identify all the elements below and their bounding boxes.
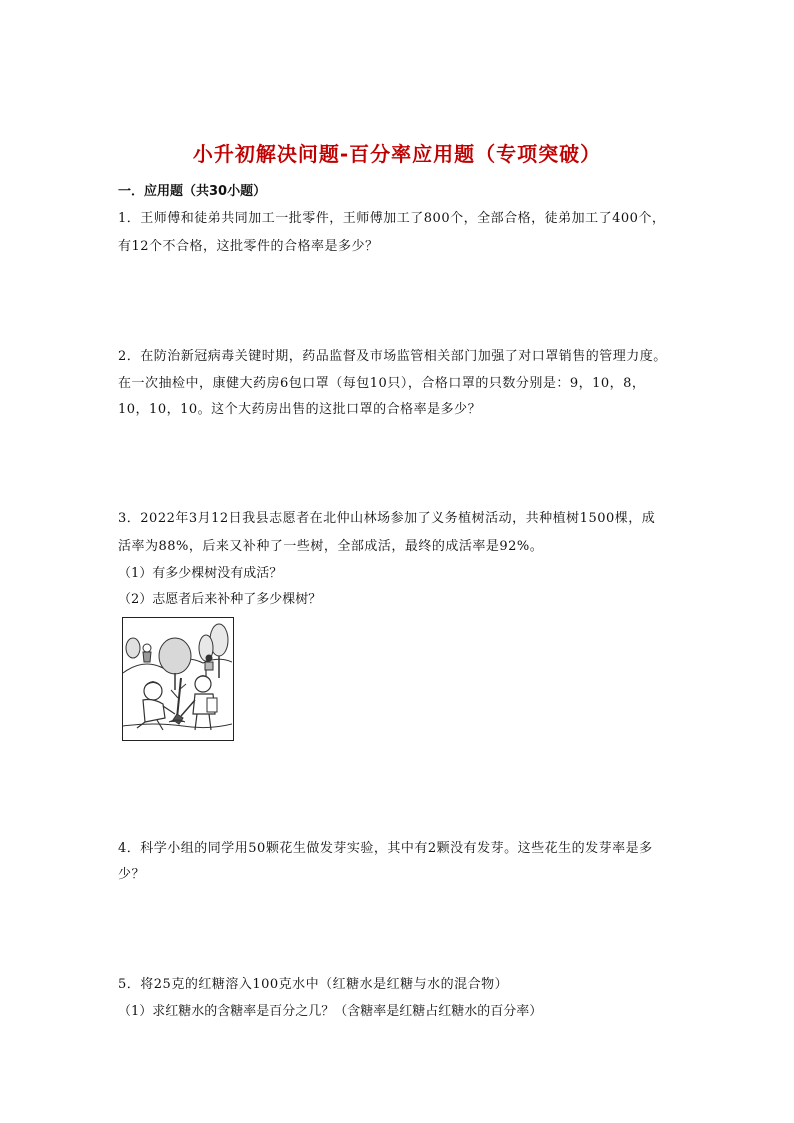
tree-planting-illustration — [122, 617, 234, 741]
question-3-line-2: 活率为88%，后来又补种了一些树，全部成活，最终的成活率是92%。 — [118, 539, 544, 554]
section-heading: 一．应用题（共30小题） — [118, 184, 267, 199]
question-4-line-1: 4．科学小组的同学用50颗花生做发芽实验，其中有2颗没有发芽。这些花生的发芽率是多 — [118, 841, 653, 856]
page-title: 小升初解决问题-百分率应用题（专项突破） — [192, 142, 602, 166]
question-4-line-2: 少？ — [118, 867, 146, 882]
question-5-sub-1: （1）求红糖水的含糖率是百分之几？（含糖率是红糖占红糖水的百分率） — [118, 1004, 543, 1019]
question-3-line-1: 3．2022年3月12日我县志愿者在北仲山林场参加了义务植树活动，共种植树1500棵，成 — [118, 511, 656, 526]
question-3-sub-1: （1）有多少棵树没有成活？ — [118, 566, 283, 581]
question-1-line-2: 有12个不合格，这批零件的合格率是多少？ — [118, 239, 379, 254]
question-5-line-1: 5．将25克的红糖溶入100克水中（红糖水是红糖与水的混合物） — [118, 977, 509, 992]
question-1-line-1: 1．王师傅和徒弟共同加工一批零件，王师傅加工了800个，全部合格，徒弟加工了400个， — [118, 211, 666, 226]
tree-planting-drawing — [123, 618, 232, 739]
question-2-line-1: 2．在防治新冠病毒关键时期，药品监督及市场监管相关部门加强了对口罩销售的管理力度。 — [118, 349, 667, 364]
question-2-line-3: 10，10，10。这个大药房出售的这批口罩的合格率是多少？ — [118, 402, 482, 417]
question-2-line-2: 在一次抽检中，康健大药房6包口罩（每包10只），合格口罩的只数分别是：9，10，8， — [118, 376, 646, 391]
question-3-sub-2: （2）志愿者后来补种了多少棵树？ — [118, 592, 322, 607]
